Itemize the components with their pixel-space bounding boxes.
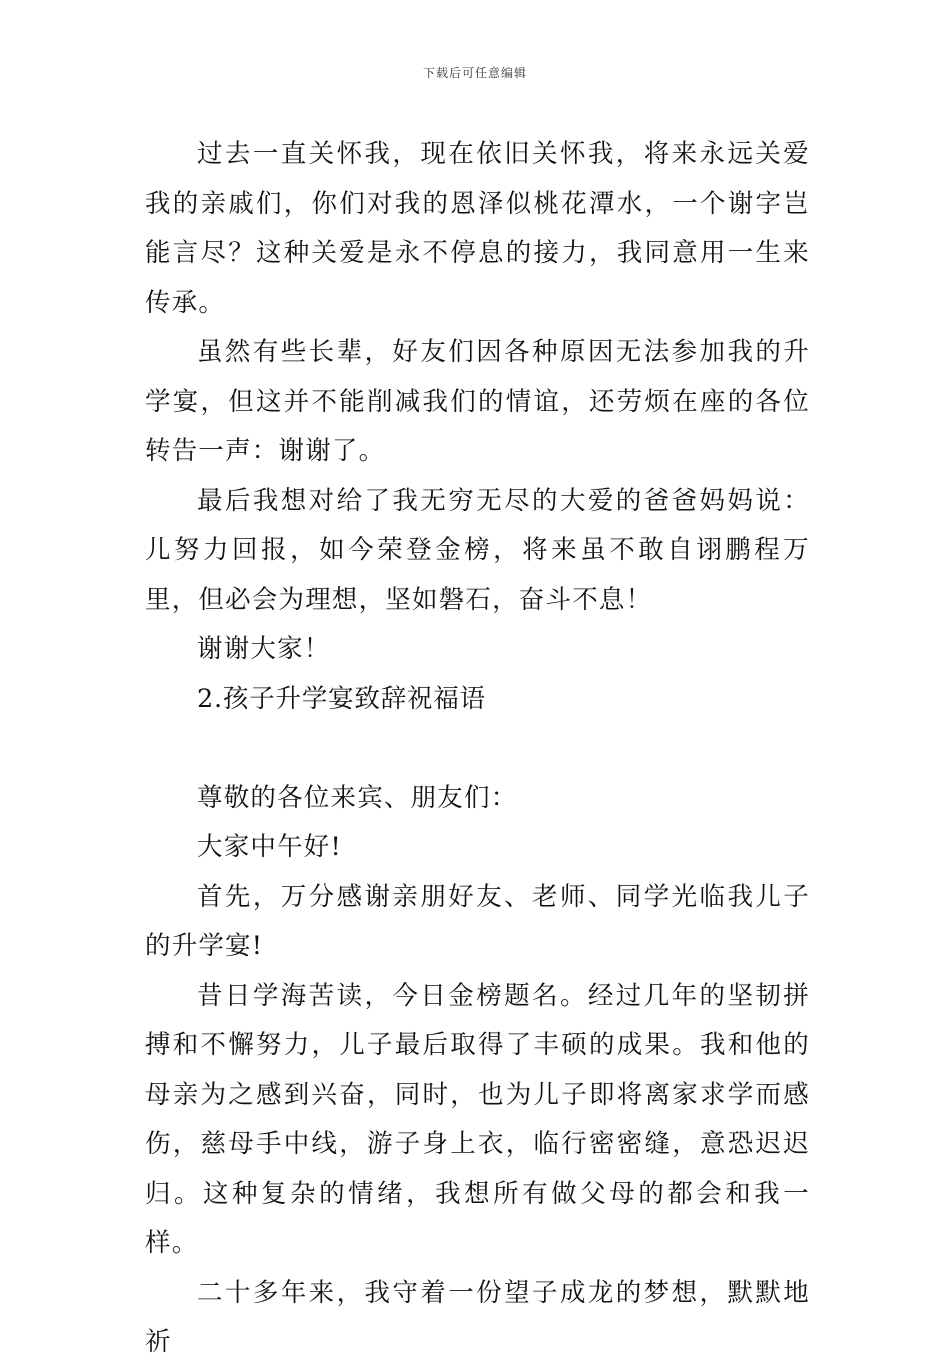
page-header-note: 下载后可任意编辑 bbox=[422, 66, 527, 80]
blank-line bbox=[145, 724, 810, 774]
paragraph: 虽然有些长辈，好友们因各种原因无法参加我的升学宴，但这并不能削减我们的情谊，还劳烦在座的各位转告一声：谢谢了。 bbox=[145, 337, 810, 466]
paragraph: 二十多年来，我守着一份望子成龙的梦想，默默地祈 bbox=[145, 1277, 810, 1357]
paragraph: 首先，万分感谢亲朋好友、老师、同学光临我儿子的升学宴! bbox=[145, 881, 810, 961]
paragraph: 最后我想对给了我无穷无尽的大爱的爸爸妈妈说：儿努力回报，如今荣登金榜，将来虽不敢自诩鹏程万里，但必会为理想，坚如磐石，奋斗不息！ bbox=[145, 485, 810, 615]
paragraph: 过去一直关怀我，现在依旧关怀我，将来永远关爱我的亲戚们，你们对我的恩泽似桃花潭水，一个谢字岂能言尽？这种关爱是永不停息的接力，我同意用一生来传承。 bbox=[145, 139, 810, 318]
paragraph: 谢谢大家！ bbox=[197, 634, 331, 664]
section-heading: 2.孩子升学宴致辞祝福语 bbox=[197, 683, 486, 714]
paragraph: 尊敬的各位来宾、朋友们： bbox=[197, 782, 518, 813]
paragraph: 昔日学海苦读，今日金榜题名。经过几年的坚韧拼搏和不懈努力，儿子最后取得了丰硕的成果。我和他的母亲为之感到兴奋，同时，也为儿子即将离家求学而感伤，慈母手中线，游子身上衣，临行密密缝，意恐迟迟归。这种复杂的情绪，我想所有做父母的都会和我一样。 bbox=[145, 980, 810, 1258]
document-body bbox=[145, 130, 810, 1368]
paragraph: 大家中午好! bbox=[197, 832, 342, 862]
